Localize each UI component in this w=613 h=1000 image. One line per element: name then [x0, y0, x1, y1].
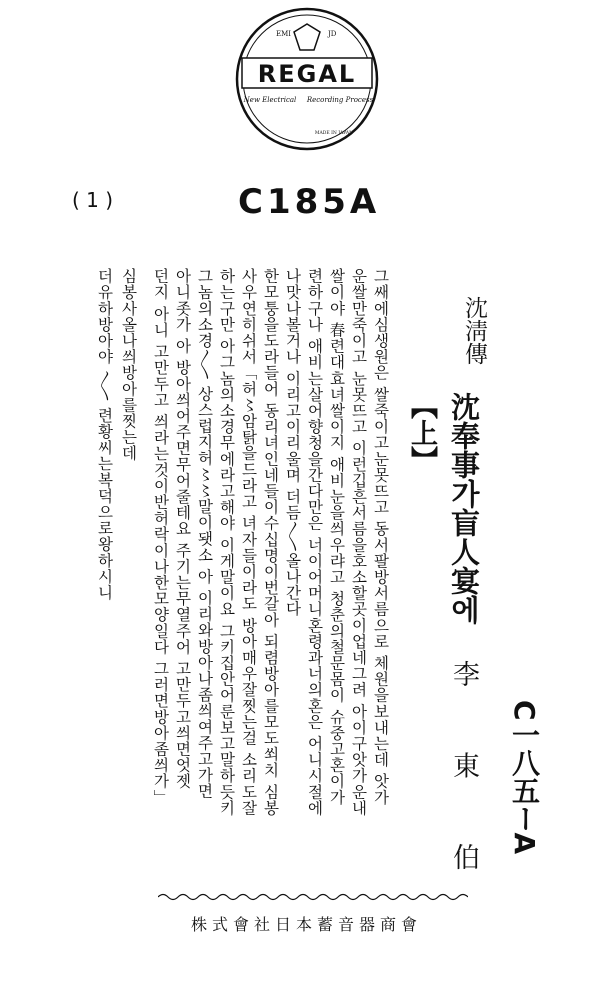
regal-logo: [234, 6, 380, 152]
page-number: ( 1 ): [72, 188, 114, 212]
body-line: 더유하방아야 〳〵 련황씨는복덕으로왕하시니: [95, 268, 114, 601]
series-name: 沈淸傳: [461, 296, 487, 365]
body-line: 한모퉁을도라들어 동리녀인네들이수십명이번갈아 되렴방아를모도쐬치 심봉: [261, 268, 280, 816]
side-catalog-label: C一八五ーA: [508, 700, 541, 855]
logo-top-left: EMI: [276, 30, 292, 38]
publisher-name: 株式會社日本蓄音器商會: [190, 915, 422, 934]
logo-brand: REGAL: [257, 60, 357, 88]
wavy-divider: [158, 892, 468, 902]
body-line: 나맛나볼거나 이리고이리울며 더듬〳〵올나간다: [283, 268, 302, 617]
body-line: 그놈의소경〳〵 상스럽지허〻〻말이됏소 아 이리와방아나좀씌여주고가면: [195, 268, 214, 800]
body-line: 하는구만 아그놈의소경무에라고해야 이게말이요 그키집안어룬보고말하듯키: [217, 268, 236, 816]
body-line: 쌀이야 春련대효녀쌀이지 애비눈을씌우랴고 청춘의철문몸이 슈중고혼이가: [327, 268, 346, 806]
part-mark: 【上】: [406, 392, 437, 473]
logo-sub-right: Recording Process: [306, 96, 374, 104]
logo-bottom: MADE IN JAPAN: [314, 131, 354, 136]
author-name: 李 東 伯: [448, 660, 479, 899]
body-line: 던지 아니 고만두고 씌라는것이반허락이나한모양일다 그러면방아좀씌가」: [151, 268, 170, 806]
body-line: 심봉사올나씌방아를찟는데: [119, 268, 138, 462]
logo-sub-left: New Electrical: [243, 96, 297, 104]
body-line: 사우연히쉬서「허〻암탉을드라고 녀자들이라도 방아매우잘찟는걸 소리도잘: [239, 268, 258, 816]
catalog-number: C185A: [238, 182, 381, 222]
record-title: 沈奉事가盲人宴에: [447, 392, 481, 624]
logo-top-right: JD: [328, 30, 337, 38]
body-line: 련하구나 애비는살어향청을간다만은 너이어머니혼령과너의혼은 어니시절에: [305, 268, 324, 816]
body-line: 운쌀만죽이고 눈못뜨고 이런깁흔서름을호소할곳이업네그려 아이구앗가운내: [349, 268, 368, 816]
body-line: 그쌔에심생원은 쌀죽이고눈못뜨고 동서팔방서름으로 체원을보내는데 앗가: [371, 268, 390, 806]
body-line: 아니좃가 아 방아씌어주면무어줄테요 주기는무열주어 고만두고씌면엇젯: [173, 268, 192, 790]
